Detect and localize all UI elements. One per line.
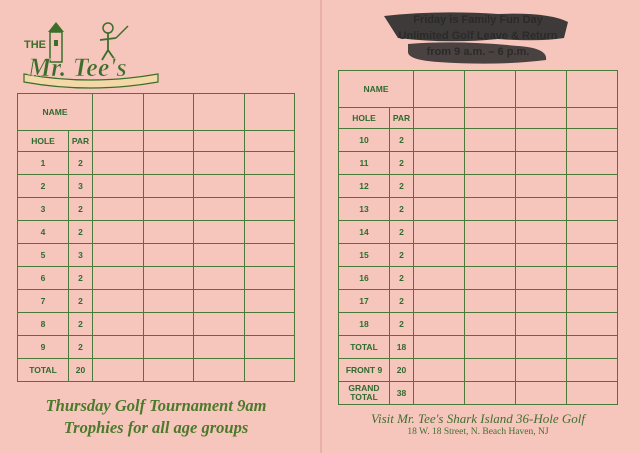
table-row [339,129,618,152]
score-cell[interactable] [93,336,144,359]
score-cell[interactable] [244,313,295,336]
player-column[interactable] [516,71,567,108]
score-cell[interactable] [414,152,465,175]
score-cell[interactable] [194,267,245,290]
score-cell[interactable] [194,313,245,336]
table-row [339,221,618,244]
grand-label-line-2: TOTAL [350,392,378,402]
score-cell[interactable] [194,336,245,359]
score-cell[interactable] [516,175,567,198]
score-cell[interactable] [143,290,194,313]
score-cell[interactable] [414,175,465,198]
par-value: 2 [69,152,93,175]
player-column[interactable] [414,71,465,108]
score-cell[interactable] [244,336,295,359]
table-row [339,290,618,313]
par-value: 2 [69,267,93,290]
table-row [339,198,618,221]
score-cell[interactable] [567,290,618,313]
score-cell[interactable] [93,175,144,198]
hole-number: 3 [18,198,69,221]
score-cell[interactable] [567,244,618,267]
score-cell[interactable] [143,313,194,336]
mr-tees-logo [20,14,165,94]
score-cell[interactable] [465,290,516,313]
total-label: TOTAL [18,359,69,382]
score-cell[interactable] [567,336,618,359]
stamp-line-2: Unlimited Golf Leave & Return [398,30,558,42]
hole-number: 17 [339,290,390,313]
score-cell[interactable] [143,336,194,359]
player-column[interactable] [567,71,618,108]
stamp-line-3: from 9 a.m. – 6 p.m. [426,46,530,58]
score-cell[interactable] [143,267,194,290]
hole-number: 8 [18,313,69,336]
grand-total-row [339,382,618,405]
total-row [339,336,618,359]
score-cell[interactable] [194,290,245,313]
player-column[interactable] [244,94,295,131]
par-value: 2 [390,244,414,267]
score-cell[interactable] [143,198,194,221]
score-cell[interactable] [414,359,465,382]
score-cell[interactable] [465,382,516,405]
par-value: 3 [69,175,93,198]
hole-number: 4 [18,221,69,244]
table-row [339,313,618,336]
table-row [18,267,295,290]
par-value: 2 [69,336,93,359]
par-value: 2 [390,198,414,221]
score-cell[interactable] [244,359,295,382]
score-cell[interactable] [465,267,516,290]
player-column[interactable] [143,94,194,131]
hole-number: 6 [18,267,69,290]
score-cell[interactable] [516,313,567,336]
score-cell[interactable] [516,267,567,290]
hole-number: 2 [18,175,69,198]
score-cell[interactable] [93,313,144,336]
score-cell[interactable] [516,152,567,175]
score-cell[interactable] [516,244,567,267]
table-row [339,267,618,290]
score-cell[interactable] [516,336,567,359]
par-header: PAR [390,108,414,129]
table-row [339,244,618,267]
total-row [18,359,295,382]
hole-number: 15 [339,244,390,267]
score-cell[interactable] [567,382,618,405]
score-cell[interactable] [194,359,245,382]
score-cell[interactable] [244,221,295,244]
score-cell[interactable] [465,244,516,267]
par-value: 2 [69,221,93,244]
total-label: TOTAL [339,336,390,359]
par-value: 2 [69,313,93,336]
table-row [18,313,295,336]
score-cell[interactable] [465,129,516,152]
score-cell[interactable] [194,175,245,198]
score-cell[interactable] [465,313,516,336]
hole-number: 9 [18,336,69,359]
card-fold [320,0,322,453]
score-cell[interactable] [414,336,465,359]
grand-total-par: 38 [390,382,414,405]
score-cell[interactable] [414,221,465,244]
par-value: 2 [390,175,414,198]
score-cell[interactable] [93,290,144,313]
table-row [18,152,295,175]
score-cell[interactable] [414,244,465,267]
name-label: NAME [18,94,93,131]
score-cell[interactable] [194,152,245,175]
hole-number: 10 [339,129,390,152]
back-nine-scorecard [338,70,618,405]
visit-text: Visit Mr. Tee's Shark Island 36-Hole Golf [370,411,586,426]
grand-total-label [339,382,390,405]
table-row [339,175,618,198]
hole-header: HOLE [339,108,390,129]
hole-number: 12 [339,175,390,198]
grand-label-line-1: GRAND [348,383,380,393]
score-cell[interactable] [194,221,245,244]
table-row [18,336,295,359]
score-cell[interactable] [244,198,295,221]
score-cell[interactable] [567,175,618,198]
score-cell[interactable] [93,359,144,382]
score-cell[interactable] [143,175,194,198]
total-par: 20 [69,359,93,382]
front-nine-scorecard [17,93,295,382]
player-column[interactable] [194,94,245,131]
score-cell[interactable] [414,267,465,290]
score-cell[interactable] [194,244,245,267]
trophies-text: Trophies for all age groups [63,418,249,437]
score-cell[interactable] [143,221,194,244]
score-cell[interactable] [244,152,295,175]
score-cell[interactable] [414,198,465,221]
score-cell[interactable] [465,221,516,244]
table-row [339,152,618,175]
stamp-line-1: Friday is Family Fun Day [413,14,543,26]
hole-number: 11 [339,152,390,175]
score-cell[interactable] [414,290,465,313]
score-cell[interactable] [244,290,295,313]
score-cell[interactable] [414,382,465,405]
score-cell[interactable] [567,198,618,221]
logo-main: Mr. Tee's [28,53,127,82]
hole-number: 1 [18,152,69,175]
par-value: 2 [390,313,414,336]
score-cell[interactable] [567,152,618,175]
hole-number: 13 [339,198,390,221]
name-label: NAME [339,71,414,108]
score-cell[interactable] [516,221,567,244]
hole-number: 18 [339,313,390,336]
score-cell[interactable] [143,244,194,267]
score-cell[interactable] [567,267,618,290]
address-text: 18 W. 18 Street, N. Beach Haven, NJ [407,427,549,437]
logo-the: THE [24,39,46,51]
table-row [18,290,295,313]
score-cell[interactable] [93,198,144,221]
score-cell[interactable] [465,152,516,175]
hole-number: 5 [18,244,69,267]
tournament-text: Thursday Golf Tournament 9am [45,396,267,415]
score-cell[interactable] [567,129,618,152]
score-cell[interactable] [244,244,295,267]
table-row [18,244,295,267]
front-nine-row [339,359,618,382]
score-cell[interactable] [93,221,144,244]
score-cell[interactable] [194,198,245,221]
player-column[interactable] [93,94,144,131]
hole-header: HOLE [18,131,69,152]
par-value: 2 [390,267,414,290]
score-cell[interactable] [244,175,295,198]
total-par: 18 [390,336,414,359]
par-value: 2 [390,152,414,175]
friday-stamp [378,8,578,66]
score-cell[interactable] [465,198,516,221]
score-cell[interactable] [465,175,516,198]
score-cell[interactable] [516,129,567,152]
par-value: 2 [390,290,414,313]
score-cell[interactable] [244,267,295,290]
score-cell[interactable] [143,359,194,382]
score-cell[interactable] [567,359,618,382]
score-cell[interactable] [516,290,567,313]
table-row [18,175,295,198]
table-row [18,198,295,221]
logo-graphic [20,14,165,94]
score-cell[interactable] [516,198,567,221]
hole-number: 7 [18,290,69,313]
par-value: 2 [390,129,414,152]
score-cell[interactable] [465,359,516,382]
score-cell[interactable] [414,129,465,152]
score-cell[interactable] [567,313,618,336]
par-value: 3 [69,244,93,267]
table-row [18,221,295,244]
score-cell[interactable] [93,244,144,267]
par-value: 2 [390,221,414,244]
score-cell[interactable] [143,152,194,175]
player-column[interactable] [465,71,516,108]
score-cell[interactable] [516,382,567,405]
score-cell[interactable] [567,221,618,244]
score-cell[interactable] [465,336,516,359]
score-cell[interactable] [93,152,144,175]
par-value: 2 [69,198,93,221]
hole-number: 14 [339,221,390,244]
score-cell[interactable] [93,267,144,290]
score-cell[interactable] [516,359,567,382]
front-nine-par: 20 [390,359,414,382]
score-cell[interactable] [414,313,465,336]
par-header: PAR [69,131,93,152]
hole-number: 16 [339,267,390,290]
front-nine-label: FRONT 9 [339,359,390,382]
par-value: 2 [69,290,93,313]
